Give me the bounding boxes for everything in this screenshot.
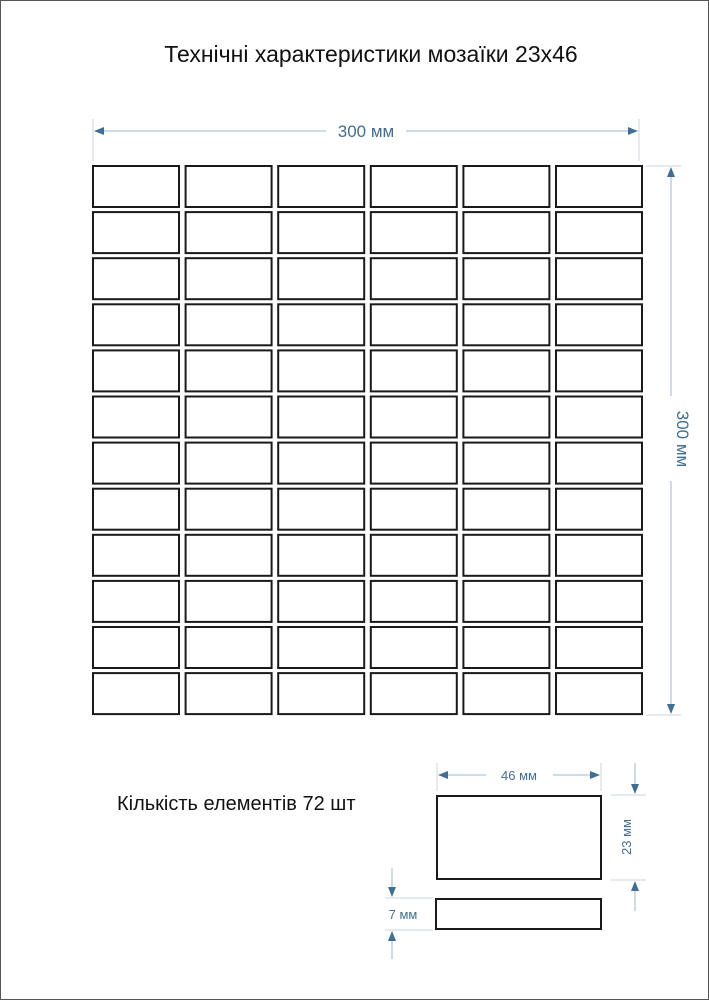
mosaic-tile (371, 350, 457, 391)
mosaic-tile (463, 673, 549, 714)
mosaic-tile (278, 350, 364, 391)
mosaic-tile (463, 304, 549, 345)
tile-side (436, 899, 601, 929)
mosaic-tile (371, 673, 457, 714)
mosaic-tile (463, 258, 549, 299)
mosaic-tile (186, 673, 272, 714)
mosaic-tile (371, 166, 457, 207)
tile-height-label: 23 мм (619, 819, 634, 855)
mosaic-tile (278, 397, 364, 438)
mosaic-tile (371, 535, 457, 576)
mosaic-tile (463, 581, 549, 622)
mosaic-tile (93, 673, 179, 714)
sheet-width-label: 300 мм (337, 122, 395, 141)
mosaic-tile (556, 397, 642, 438)
mosaic-tile (186, 581, 272, 622)
mosaic-tile (186, 350, 272, 391)
mosaic-tile (463, 350, 549, 391)
mosaic-tile (463, 535, 549, 576)
mosaic-tile (93, 627, 179, 668)
page-title: Технічні характеристики мозаїки 23x46 (164, 41, 578, 67)
mosaic-tile (93, 350, 179, 391)
element-count: Кількість елементів 72 шт (117, 793, 356, 815)
mosaic-tile (371, 581, 457, 622)
mosaic-tile (556, 535, 642, 576)
mosaic-tile (186, 489, 272, 530)
mosaic-tile (93, 258, 179, 299)
mosaic-tile (371, 397, 457, 438)
tile-face (437, 796, 601, 879)
mosaic-tile (278, 581, 364, 622)
mosaic-tile (93, 443, 179, 484)
mosaic-tile (186, 166, 272, 207)
mosaic-tile (556, 627, 642, 668)
mosaic-tile (556, 166, 642, 207)
mosaic-tile (186, 397, 272, 438)
mosaic-tile (278, 212, 364, 253)
mosaic-tile (556, 581, 642, 622)
mosaic-tile (93, 489, 179, 530)
tile-grid (93, 166, 642, 714)
mosaic-tile (186, 258, 272, 299)
mosaic-tile (371, 258, 457, 299)
mosaic-tile (556, 212, 642, 253)
mosaic-tile (186, 443, 272, 484)
mosaic-tile (463, 166, 549, 207)
mosaic-tile (93, 535, 179, 576)
mosaic-tile (278, 535, 364, 576)
mosaic-tile (93, 581, 179, 622)
mosaic-tile (463, 627, 549, 668)
tile-width-label: 46 мм (501, 768, 537, 783)
mosaic-tile (278, 304, 364, 345)
mosaic-tile (556, 258, 642, 299)
mosaic-tile (278, 673, 364, 714)
mosaic-tile (463, 212, 549, 253)
mosaic-tile (186, 212, 272, 253)
tile-detail (385, 763, 646, 959)
mosaic-tile (278, 166, 364, 207)
mosaic-tile (278, 627, 364, 668)
mosaic-tile (556, 350, 642, 391)
mosaic-tile (463, 443, 549, 484)
mosaic-tile (371, 489, 457, 530)
mosaic-tile (463, 397, 549, 438)
sheet-height-label: 300 мм (673, 410, 692, 468)
mosaic-tile (371, 443, 457, 484)
mosaic-tile (93, 304, 179, 345)
mosaic-tile (463, 489, 549, 530)
mosaic-drawing (1, 1, 709, 1001)
mosaic-tile (556, 489, 642, 530)
mosaic-tile (278, 443, 364, 484)
mosaic-tile (556, 443, 642, 484)
mosaic-tile (278, 258, 364, 299)
mosaic-tile (556, 304, 642, 345)
mosaic-tile (278, 489, 364, 530)
mosaic-tile (371, 627, 457, 668)
mosaic-tile (186, 627, 272, 668)
mosaic-tile (556, 673, 642, 714)
sheet-width-dimension (93, 119, 639, 161)
mosaic-tile (186, 304, 272, 345)
mosaic-tile (371, 304, 457, 345)
tile-thickness-label: 7 мм (388, 907, 418, 922)
mosaic-tile (186, 535, 272, 576)
mosaic-tile (371, 212, 457, 253)
mosaic-tile (93, 166, 179, 207)
mosaic-tile (93, 397, 179, 438)
sheet-height-dimension (646, 166, 692, 715)
mosaic-tile (93, 212, 179, 253)
